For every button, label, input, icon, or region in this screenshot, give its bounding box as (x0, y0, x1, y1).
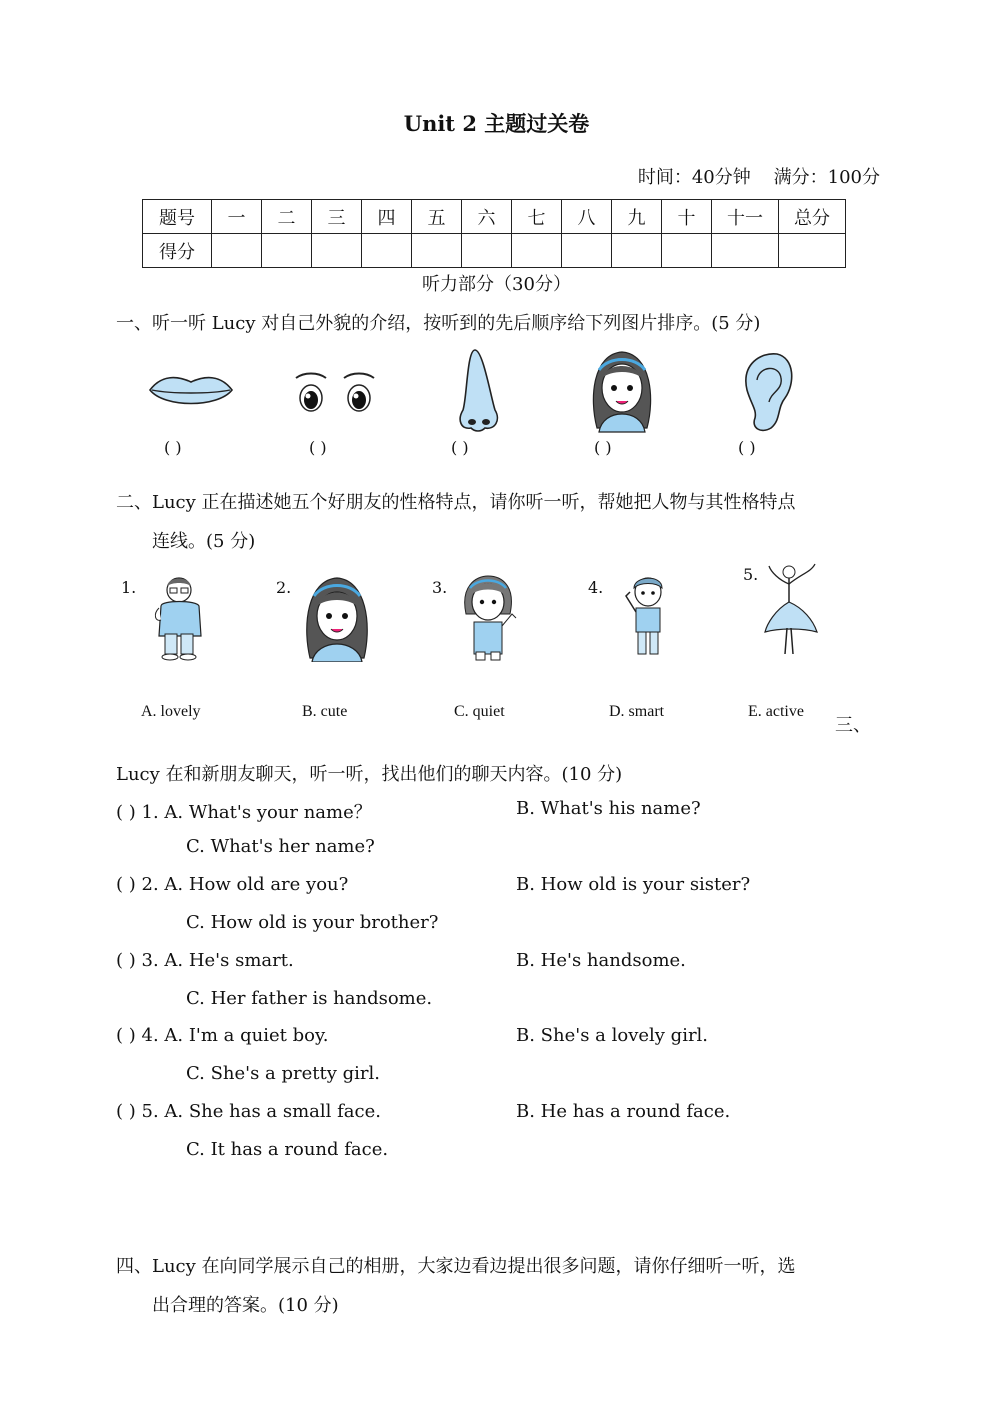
exam-meta (638, 163, 880, 189)
friend-number: 4. (588, 578, 604, 597)
question-5-b: B. He has a round face. (516, 1101, 731, 1122)
score-input-cell[interactable] (462, 234, 512, 268)
question-3-a: ( ) 3. A. He's smart. (116, 950, 294, 971)
score-input-cell[interactable] (662, 234, 712, 268)
answer-paren[interactable]: ( ) (309, 438, 327, 457)
score-input-cell[interactable] (262, 234, 312, 268)
time-limit: 时间：40分钟 (637, 167, 751, 188)
score-header-cell: 八 (562, 200, 612, 234)
score-input-cell[interactable] (362, 234, 412, 268)
trait-option: A. lovely (141, 703, 201, 720)
friend-number: 2. (276, 578, 292, 597)
score-table-header-row (143, 200, 846, 234)
listening-part-header: 听力部分（30分） (422, 274, 571, 295)
section4-heading-line1: 四、Lucy 在向同学展示自己的相册，大家边看边提出很多问题，请你仔细听一听，选 (116, 1256, 796, 1277)
answer-paren[interactable]: ( ) (164, 438, 182, 457)
score-table-score-row (143, 234, 846, 268)
section4-heading-line2: 出合理的答案。(10 分) (152, 1295, 339, 1316)
page-title: Unit 2 主题过关卷 (403, 111, 590, 136)
question-2-c: C. How old is your brother? (186, 912, 439, 933)
section3-heading: Lucy 在和新朋友聊天，听一听，找出他们的聊天内容。(10 分) (116, 764, 623, 785)
question-3-b: B. He's handsome. (516, 950, 686, 971)
score-input-cell[interactable] (712, 234, 779, 268)
score-header-cell: 十一 (712, 200, 779, 234)
waving-boy-picture (622, 574, 672, 662)
score-header-cell: 十 (662, 200, 712, 234)
score-input-cell[interactable] (562, 234, 612, 268)
question-5-a: ( ) 5. A. She has a small face. (116, 1101, 381, 1122)
score-header-cell: 六 (462, 200, 512, 234)
question-2-b: B. How old is your sister? (516, 874, 751, 895)
chubby-boy-picture (153, 574, 209, 662)
score-header-cell: 总分 (779, 200, 846, 234)
question-4-a: ( ) 4. A. I'm a quiet boy. (116, 1025, 329, 1046)
trait-option: E. active (748, 703, 804, 720)
score-header-cell: 一 (212, 200, 262, 234)
mouth-picture (148, 368, 234, 412)
score-input-cell[interactable] (312, 234, 362, 268)
score-input-cell[interactable] (212, 234, 262, 268)
section2-heading-line2: 连线。(5 分) (152, 531, 256, 552)
trait-option: B. cute (302, 703, 348, 720)
ear-picture (739, 350, 793, 434)
full-score: 满分：100分 (773, 167, 880, 188)
score-header-cell: 二 (262, 200, 312, 234)
score-header-cell: 九 (612, 200, 662, 234)
question-4-b: B. She's a lovely girl. (516, 1025, 709, 1046)
score-header-cell: 四 (362, 200, 412, 234)
question-4-c: C. She's a pretty girl. (186, 1063, 381, 1084)
question-3-c: C. Her father is handsome. (186, 988, 433, 1009)
question-2-a: ( ) 2. A. How old are you? (116, 874, 349, 895)
girl-picture (587, 348, 657, 434)
question-1-c: C. What's her name? (186, 836, 375, 857)
score-header-cell: 七 (512, 200, 562, 234)
trait-option: D. smart (609, 703, 665, 720)
score-header-cell: 五 (412, 200, 462, 234)
eyes-picture (292, 370, 378, 414)
answer-paren[interactable]: ( ) (738, 438, 756, 457)
answer-paren[interactable]: ( ) (594, 438, 612, 457)
overalls-girl-picture (460, 574, 520, 662)
friend-number: 5. (743, 565, 759, 584)
question-1-b: B. What's his name? (516, 798, 701, 819)
score-input-cell[interactable] (412, 234, 462, 268)
question-1-a: ( ) 1. A. What's your name？ (116, 802, 372, 823)
score-header-cell: 三 (312, 200, 362, 234)
nose-picture (455, 348, 503, 434)
ballerina-picture (763, 562, 819, 662)
question-5-c: C. It has a round face. (186, 1139, 389, 1160)
score-row-label: 得分 (143, 234, 212, 268)
trait-option: C. quiet (454, 703, 505, 720)
section2-heading-line1: 二、Lucy 正在描述她五个好朋友的性格特点，请你听一听，帮她把人物与其性格特点 (116, 492, 796, 513)
friend-number: 3. (432, 578, 448, 597)
score-input-cell[interactable] (512, 234, 562, 268)
answer-paren[interactable]: ( ) (451, 438, 469, 457)
score-input-cell[interactable] (612, 234, 662, 268)
score-input-cell[interactable] (779, 234, 846, 268)
section1-heading: 一、听一听 Lucy 对自己外貌的介绍，按听到的先后顺序给下列图片排序。(5 分) (116, 313, 761, 334)
friend-number: 1. (121, 578, 137, 597)
score-table (142, 199, 846, 268)
section3-label: 三、 (835, 715, 871, 736)
long-hair-girl-picture (302, 574, 372, 662)
score-header-cell: 题号 (143, 200, 212, 234)
